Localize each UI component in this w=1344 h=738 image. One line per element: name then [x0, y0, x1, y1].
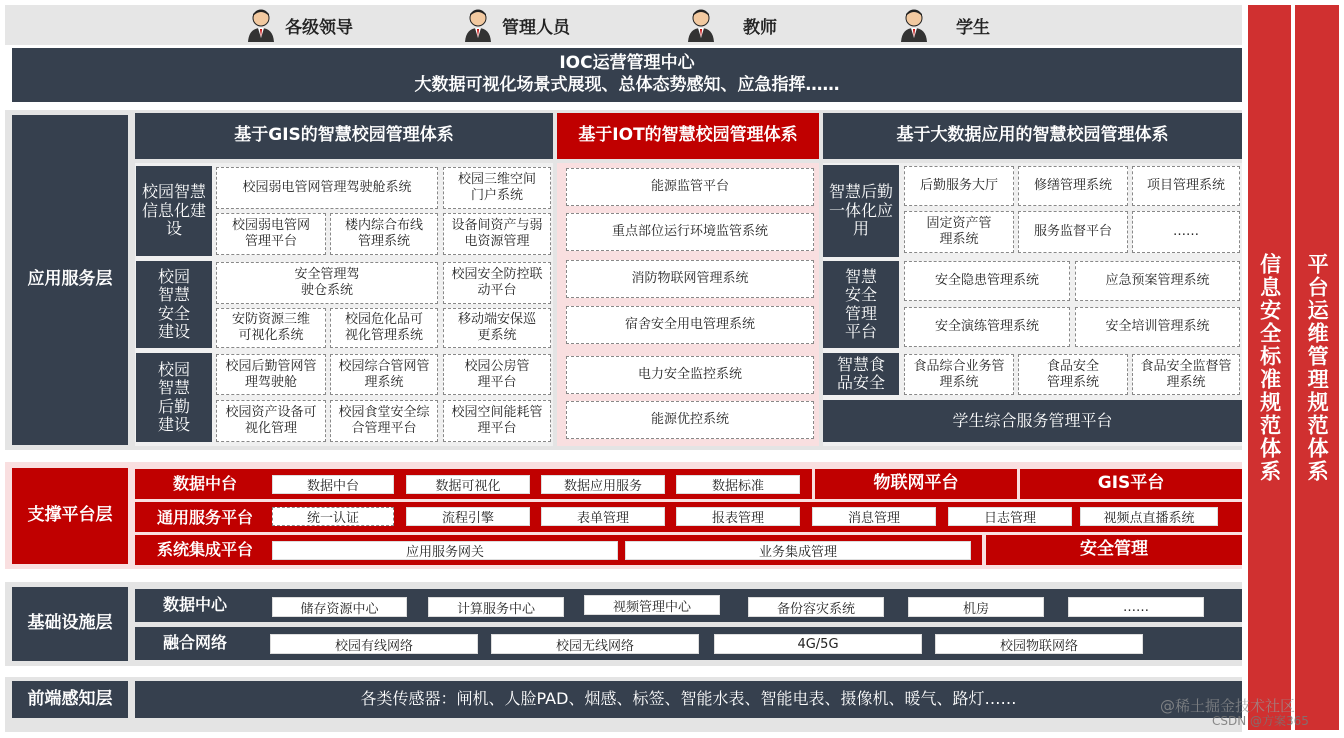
gis-item: 设备间资产与弱电资源管理 — [443, 213, 551, 255]
person-icon — [898, 8, 930, 42]
ioc-banner — [12, 48, 1242, 102]
infra-item: 视频管理中心 — [584, 595, 720, 615]
infra-item: 机房 — [908, 597, 1044, 617]
user-item — [898, 7, 1038, 43]
gis-item: 校园弱电管网管理平台 — [216, 213, 326, 255]
ops-standard-column: 平台运维管理规范体系 — [1295, 5, 1339, 730]
support-item: 统一认证 — [272, 507, 394, 526]
support-item: 日志管理 — [948, 507, 1072, 526]
user-label: 管理人员 — [502, 17, 570, 38]
bigdata-item: 固定资产管理系统 — [904, 211, 1014, 253]
user-label: 各级领导 — [285, 17, 353, 38]
gis-item: 移动端安保巡更系统 — [443, 308, 551, 348]
gis-item: 校园危化品可视化管理系统 — [330, 308, 438, 348]
gis-item: 安防资源三维可视化系统 — [216, 308, 326, 348]
infra-item: 校园有线网络 — [270, 634, 478, 654]
bigdata-item: 食品综合业务管理系统 — [904, 354, 1014, 395]
bigdata-item: 安全演练管理系统 — [904, 307, 1070, 347]
iot-title: 基于IOT的智慧校园管理体系 — [557, 113, 819, 159]
infra-item: 储存资源中心 — [272, 597, 407, 617]
support-item: 数据标准 — [676, 475, 800, 494]
support-item: 数据可视化 — [406, 475, 530, 494]
network-label: 融合网络 — [162, 633, 227, 653]
support-item: 消息管理 — [812, 507, 936, 526]
gis-item: 校园弱电管网管理驾驶舱系统 — [216, 167, 438, 209]
person-icon — [462, 8, 494, 42]
gis-group-label: 校园智慧信息化建设 — [136, 166, 212, 256]
bigdata-group-label: 智慧后勤一体化应用 — [823, 165, 899, 257]
gis-group-label: 校园智慧后勤建设 — [136, 353, 212, 442]
gis-item: 校园三维空间门户系统 — [443, 167, 551, 209]
layer-label-infra: 基础设施层 — [12, 587, 128, 661]
infra-item: …… — [1068, 597, 1204, 617]
layer-label-support: 支撑平台层 — [12, 468, 128, 564]
support-item: 应用服务网关 — [272, 541, 618, 560]
bigdata-item: …… — [1132, 211, 1240, 253]
user-item — [685, 7, 825, 43]
gis-item: 安全管理驾驶仓系统 — [216, 262, 438, 304]
iot-item: 宿舍安全用电管理系统 — [566, 306, 814, 344]
watermark: @稀土掘金技术社区 — [1160, 697, 1296, 715]
bigdata-footer: 学生综合服务管理平台 — [823, 400, 1242, 442]
bigdata-item: 食品安全监督管理系统 — [1132, 354, 1240, 395]
gis-title: 基于GIS的智慧校园管理体系 — [135, 113, 553, 159]
support-item: 报表管理 — [676, 507, 800, 526]
person-icon — [685, 8, 717, 42]
gis-item: 校园食堂安全综合管理平台 — [330, 400, 438, 442]
gis-item: 校园后勤管网管理驾驶舱 — [216, 354, 326, 395]
iot-item: 重点部位运行环境监管系统 — [566, 213, 814, 251]
watermark: CSDN @方案365 — [1212, 714, 1309, 728]
iot-item: 能源优控系统 — [566, 401, 814, 439]
person-icon — [245, 8, 277, 42]
integration-label: 系统集成平台 — [156, 539, 253, 559]
gis-item: 校园空间能耗管理平台 — [443, 400, 551, 442]
user-item — [245, 7, 385, 43]
support-item: 表单管理 — [541, 507, 665, 526]
support-item: 视频点直播系统 — [1080, 507, 1218, 526]
infra-item: 校园物联网络 — [935, 634, 1143, 654]
iot-item: 消防物联网管理系统 — [566, 260, 814, 298]
infra-item: 计算服务中心 — [428, 597, 564, 617]
bigdata-item: 修缮管理系统 — [1018, 166, 1128, 206]
bigdata-item: 服务监督平台 — [1018, 211, 1128, 253]
iot-item: 电力安全监控系统 — [566, 356, 814, 394]
iot-item: 能源监管平台 — [566, 168, 814, 206]
iot-platform: 物联网平台 — [815, 469, 1017, 499]
support-item: 数据应用服务 — [541, 475, 665, 494]
gis-platform: GIS平台 — [1020, 469, 1242, 499]
bigdata-title: 基于大数据应用的智慧校园管理体系 — [823, 113, 1242, 159]
security-management: 安全管理 — [986, 535, 1242, 565]
gis-item: 校园资产设备可视化管理 — [216, 400, 326, 442]
data-platform-label: 数据中台 — [172, 473, 237, 493]
gis-item: 校园安全防控联动平台 — [443, 262, 551, 304]
bigdata-item: 安全隐患管理系统 — [904, 261, 1070, 301]
layer-label-app: 应用服务层 — [12, 115, 128, 445]
gis-group-label: 校园智慧安全建设 — [136, 261, 212, 348]
bigdata-item: 后勤服务大厅 — [904, 166, 1014, 206]
user-label: 教师 — [743, 17, 777, 38]
user-label: 学生 — [956, 17, 990, 38]
infra-item: 4G/5G — [714, 634, 922, 654]
infra-item: 校园无线网络 — [491, 634, 699, 654]
gis-item: 楼内综合布线管理系统 — [330, 213, 438, 255]
user-bar — [5, 5, 1242, 45]
bigdata-item: 食品安全管理系统 — [1018, 354, 1128, 395]
bigdata-item: 应急预案管理系统 — [1075, 261, 1240, 301]
bigdata-item: 安全培训管理系统 — [1075, 307, 1240, 347]
ioc-title: IOC运营管理中心 — [559, 53, 695, 74]
user-item — [462, 7, 602, 43]
bigdata-group-label: 智慧安全管理平台 — [823, 261, 899, 348]
gis-item: 校园综合管网管理系统 — [330, 354, 438, 395]
infra-item: 备份容灾系统 — [748, 597, 884, 617]
bigdata-item: 项目管理系统 — [1132, 166, 1240, 206]
datacenter-label: 数据中心 — [162, 595, 227, 615]
layer-label-front: 前端感知层 — [12, 681, 128, 718]
support-item: 流程引擎 — [406, 507, 530, 526]
security-standard-column: 信息安全标准规范体系 — [1248, 5, 1291, 730]
sensor-list: 各类传感器：闸机、人脸PAD、烟感、标签、智能水表、智能电表、摄像机、暖气、路灯…… — [135, 681, 1242, 718]
gis-item: 校园公房管理平台 — [443, 354, 551, 395]
support-item: 业务集成管理 — [625, 541, 971, 560]
ioc-subtitle: 大数据可视化场景式展现、总体态势感知、应急指挥…… — [414, 75, 840, 95]
common-service-label: 通用服务平台 — [156, 507, 253, 527]
support-item: 数据中台 — [272, 475, 394, 494]
bigdata-group-label: 智慧食品安全 — [823, 353, 899, 395]
